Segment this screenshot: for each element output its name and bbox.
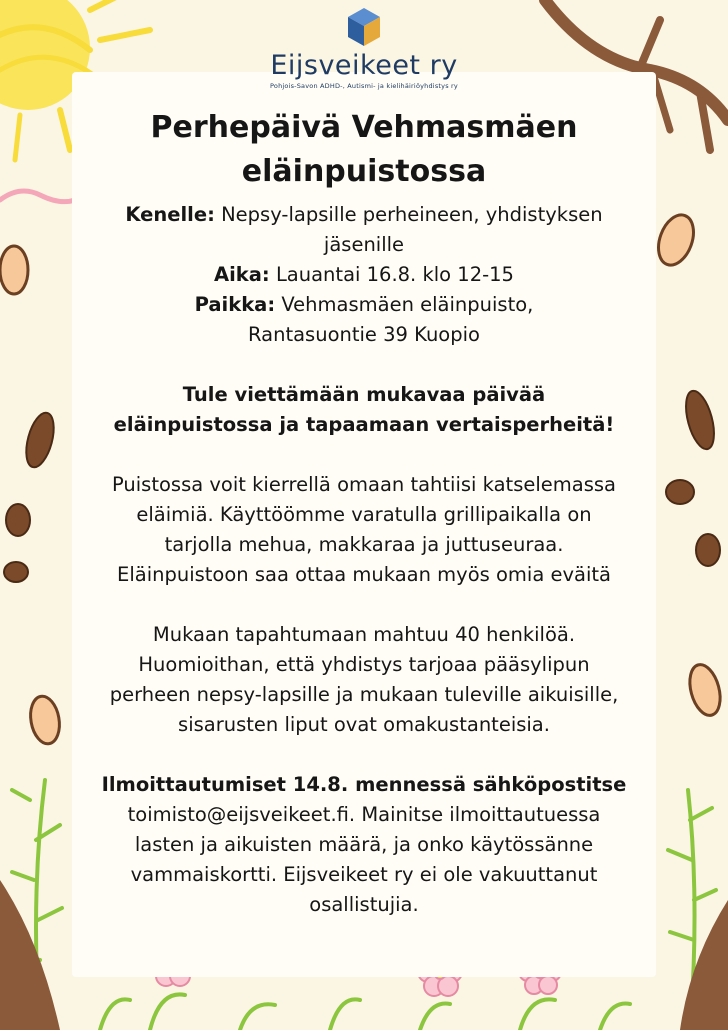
headline: Tule viettämään mukavaa päivää eläinpuistossa ja tapaamaan vertaisperheitä!: [113, 383, 615, 436]
kenelle-value: Nepsy-lapsille perheineen, yhdistyksen jäsenille: [221, 203, 603, 256]
registration-info: [100, 770, 628, 920]
registration-text: toimisto@eijsveikeet.fi. Mainitse ilmoittautuessa lasten ja aikuisten määrä, ja onko käytössänne vammaiskortti. Eijsveikeet ry ei ole vakuuttanut osallistujia.: [127, 803, 601, 916]
info-kenelle: [100, 200, 628, 260]
event-info: [100, 200, 628, 350]
registration-deadline: Ilmoittautumiset 14.8. mennessä sähköpostitse: [101, 773, 627, 796]
paragraph-park: Puistossa voit kierrellä omaan tahtiisi katselemassa eläimiä. Käyttöömme varatulla grillipaikalla on tarjolla mehua, makkaraa ja juttuseuraa. Eläinpuistoon saa ottaa mukaan myös omia eväitä: [111, 473, 616, 586]
logo: [0, 6, 728, 90]
aika-label: Aika:: [214, 263, 270, 286]
logo-cube-icon: [344, 6, 384, 48]
main-content: [100, 106, 628, 920]
kenelle-label: Kenelle:: [125, 203, 215, 226]
logo-name: Eijsveikeet ry: [270, 50, 458, 81]
logo-subtitle: Pohjois-Savon ADHD-, Autismi- ja kielihäiriöyhdistys ry: [270, 82, 458, 90]
info-aika: [100, 260, 628, 290]
paikka-label: Paikka:: [194, 293, 276, 316]
paikka-value: Vehmasmäen eläinpuisto,: [281, 293, 534, 316]
paikka-address: Rantasuontie 39 Kuopio: [248, 323, 480, 346]
aika-value: Lauantai 16.8. klo 12-15: [275, 263, 514, 286]
paragraph-tickets: Mukaan tapahtumaan mahtuu 40 henkilöä. Huomioithan, että yhdistys tarjoaa pääsylipun perheen nepsy-lapsille ja mukaan tuleville aikuisille, sisarusten liput ovat omakustanteisia.: [109, 623, 619, 736]
page-title: Perhepäivä Vehmasmäen eläinpuistossa: [150, 110, 578, 189]
info-paikka: [100, 290, 628, 320]
pink-squiggle: [0, 191, 78, 205]
